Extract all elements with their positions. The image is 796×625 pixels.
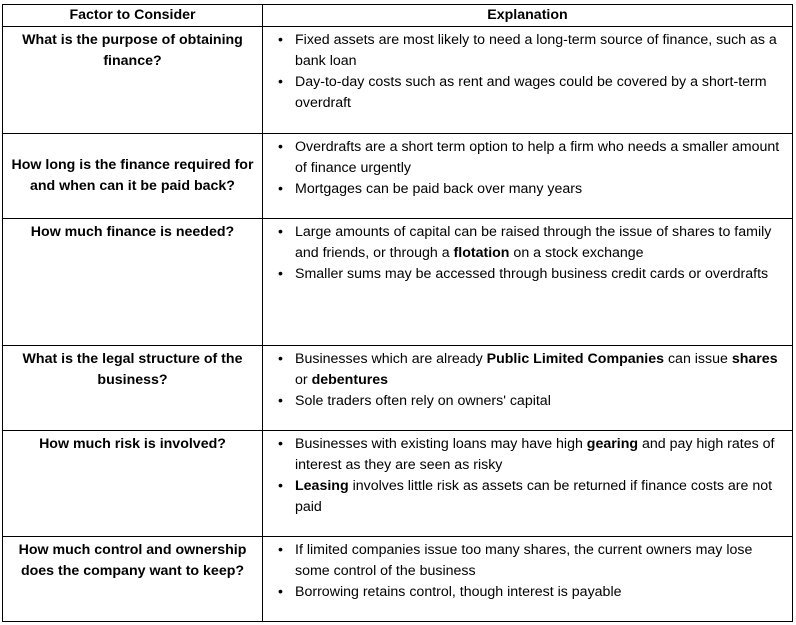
explanation-cell [263,537,793,622]
table-row [3,134,793,219]
bullet-item: • Overdrafts are a short term option to help a firm who needs a smaller amount of finance urgently [263,137,786,179]
table-row [3,219,793,346]
header-factor: Factor to Consider [3,5,263,27]
bullet-item: • Leasing involves little risk as assets can be returned if finance costs are not paid [263,476,786,518]
bold-term: Leasing [295,478,349,494]
table-body [3,27,793,622]
bold-term: shares [731,351,778,367]
finance-factors-table [2,4,793,622]
bullet-item: • If limited companies issue too many shares, the current owners may lose some control of the business [263,540,786,582]
bullet-list [263,137,786,200]
factor-text: What is the purpose of obtaining finance? [22,32,243,69]
bullet-item: • Day-to-day costs such as rent and wages could be covered by a short-term overdraft [263,72,786,114]
bullet-item: • Mortgages can be paid back over many years [263,179,786,200]
bold-term: flotation [453,245,510,261]
explanation-cell [263,431,793,537]
table-row [3,27,793,134]
bullet-item: • Fixed assets are most likely to need a long-term source of finance, such as a bank loan [263,30,786,72]
bullet-item: • Businesses which are already Public Limited Companies can issue shares or debentures [263,349,786,391]
factor-cell [3,431,263,537]
table-row [3,346,793,431]
explanation-cell [263,219,793,346]
explanation-cell [263,27,793,134]
bullet-list [263,349,786,412]
factor-text: How long is the finance required for and when can it be paid back? [11,157,254,194]
bullet-list [263,30,786,114]
bold-term: debentures [311,372,389,388]
factor-cell [3,134,263,219]
header-explanation: Explanation [263,5,793,27]
factor-cell [3,27,263,134]
table-row [3,431,793,537]
bold-term: Public Limited Companies [486,351,665,367]
explanation-cell [263,346,793,431]
factor-cell [3,346,263,431]
header-row [3,5,793,27]
bullet-item: • Smaller sums may be accessed through business credit cards or overdrafts [263,264,786,285]
bullet-list [263,540,786,603]
explanation-cell [263,134,793,219]
bullet-item: • Sole traders often rely on owners' capital [263,391,786,412]
factor-text: How much control and ownership does the company want to keep? [18,542,247,579]
bold-term: gearing [586,436,639,452]
bullet-item: • Businesses with existing loans may have high gearing and pay high rates of interest as they are seen as risky [263,434,786,476]
bullet-item: • Large amounts of capital can be raised through the issue of shares to family and friends, or through a flotation on a stock exchange [263,222,786,264]
table-row [3,537,793,622]
bullet-list [263,434,786,518]
factor-cell [3,219,263,346]
factor-cell [3,537,263,622]
factor-text: What is the legal structure of the business? [22,351,243,388]
bullet-item: • Borrowing retains control, though interest is payable [263,582,786,603]
bullet-list [263,222,786,285]
factor-text: How much finance is needed? [30,224,235,240]
factor-text: How much risk is involved? [39,436,226,452]
